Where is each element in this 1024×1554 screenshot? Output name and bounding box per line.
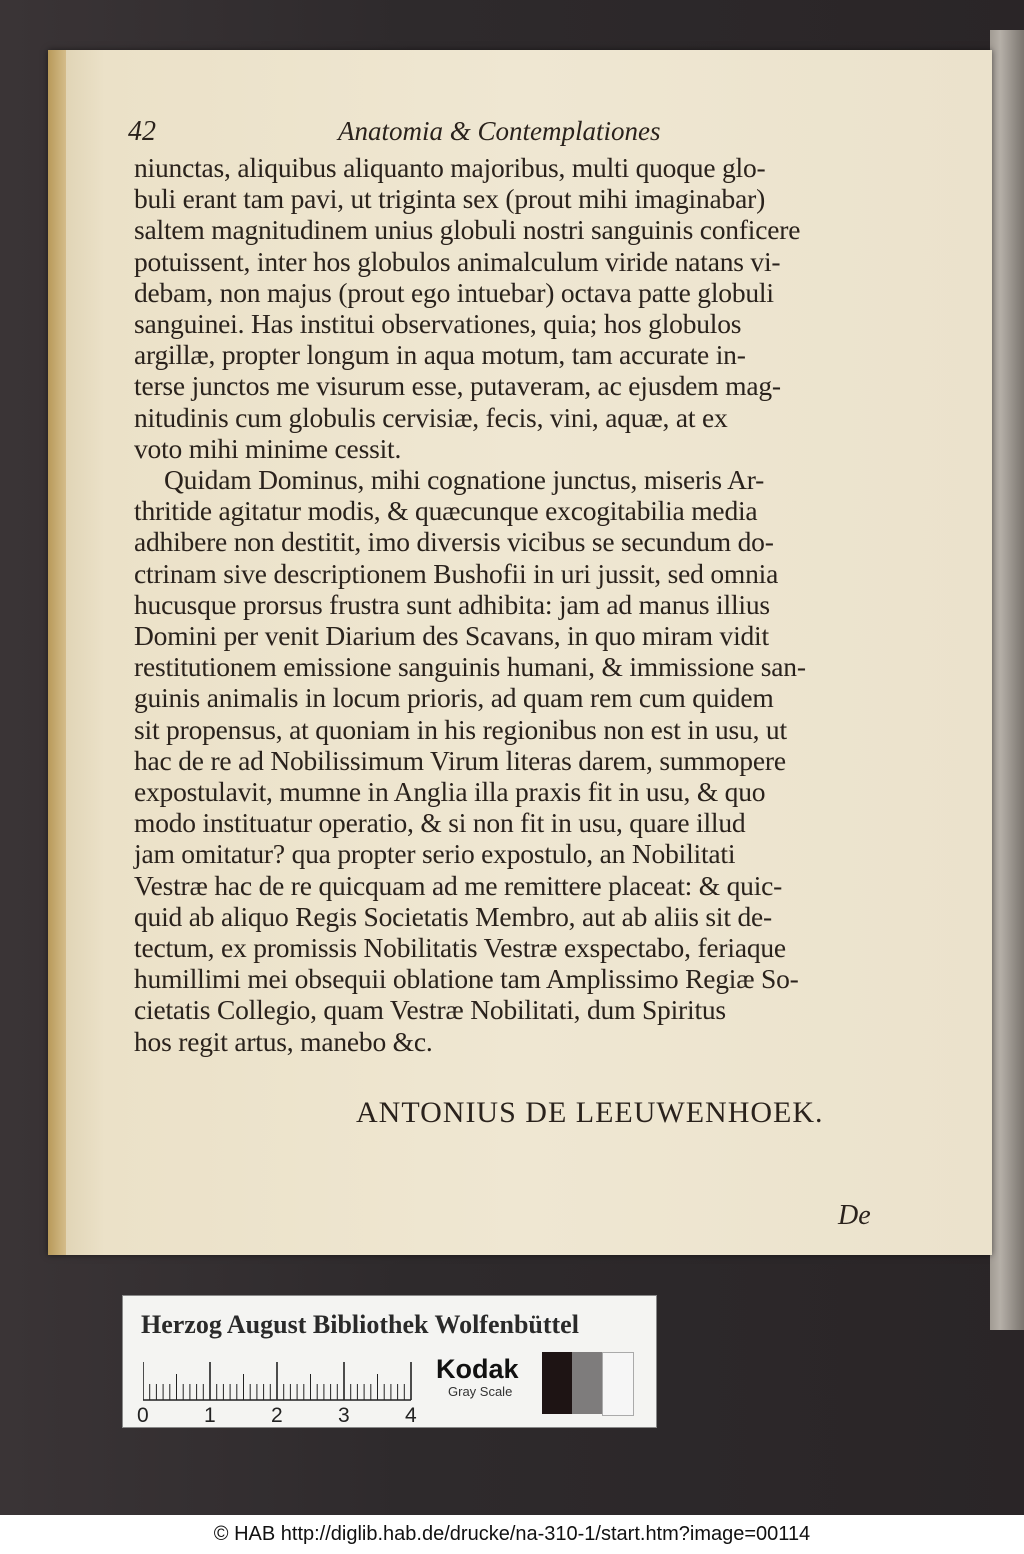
ruler-tick-label: 2 (271, 1404, 283, 1427)
running-head: Anatomia & Contemplationes (338, 116, 661, 146)
facing-page-edge (990, 30, 1024, 1330)
text-line: hucusque prorsus frustra sunt adhibita: jam ad manus illius (134, 588, 770, 620)
text-line: debam, non majus (prout ego intuebar) octava patte globuli (134, 276, 774, 308)
text-line: Vestræ hac de re quicquam ad me remittere placeat: & quic- (134, 869, 783, 901)
text-line: terse junctos me visurum esse, putaveram, ac ejusdem mag- (134, 370, 781, 402)
text-line: quid ab aliquo Regis Societatis Membro, aut ab aliis sit de- (134, 900, 772, 932)
page-number: 42 (128, 116, 156, 147)
ruler-tick-label: 4 (405, 1404, 417, 1427)
text-line: humillimi mei obsequii oblatione tam Amplissimo Regiæ So- (134, 963, 799, 995)
text-line: potuissent, inter hos globulos animalculum viride natans vi- (134, 245, 781, 277)
swatch-black (542, 1352, 572, 1414)
text-line: hos regit artus, manebo &c. (134, 1025, 433, 1057)
ruler-tick-label: 0 (137, 1404, 149, 1427)
text-line: thritide agitatur modis, & quæcunque excogitabilia media (134, 495, 758, 527)
swatch-gray (572, 1352, 602, 1414)
text-line: argillæ, propter longum in aqua motum, tam accurate in- (134, 339, 746, 371)
text-line: sanguinei. Has institui observationes, quia; hos globulos (134, 308, 742, 339)
text-line: guinis animalis in locum prioris, ad quam rem cum quidem (134, 682, 774, 714)
ruler-scale (143, 1362, 413, 1402)
text-line: Domini per venit Diarium des Scavans, in quo miram vidit (134, 620, 769, 651)
text-line: expostulavit, mumne in Anglia illa praxis fit in usu, & quo (134, 776, 766, 807)
text-line: cietatis Collegio, quam Vestræ Nobilitati, dum Spiritus (134, 994, 726, 1026)
text-line: adhibere non destitit, imo diversis vicibus se secundum do- (134, 526, 774, 558)
text-line: Quidam Dominus, mihi cognatione junctus, miseris Ar- (164, 464, 765, 495)
text-line: jam omitatur? qua propter serio expostulo, an Nobilitati (134, 838, 736, 870)
text-line: ctrinam sive descriptionem Bushofii in uri jussit, sed omnia (134, 557, 779, 589)
page-gutter (48, 50, 66, 1255)
text-line: voto mihi minime cessit. (134, 432, 402, 464)
catchword: De (838, 1200, 871, 1231)
signature: ANTONIUS DE LEEUWENHOEK. (356, 1096, 824, 1129)
text-line: modo instituatur operatio, & si non fit in usu, quare illud (134, 807, 746, 839)
ruler-tick-label: 1 (204, 1404, 216, 1427)
text-line: sit propensus, at quoniam in his regionibus non est in usu, ut (134, 713, 787, 745)
text-line: hac de re ad Nobilissimum Virum literas darem, summopere (134, 744, 786, 776)
text-line: niunctas, aliquibus aliquanto majoribus, multi quoque glo- (134, 152, 766, 183)
text-line: buli erant tam pavi, ut triginta sex (prout mihi imaginabar) (134, 183, 766, 215)
text-line: tectum, ex promissis Nobilitatis Vestræ exspectabo, feriaque (134, 932, 786, 963)
text-line: nitudinis cum globulis cervisiæ, fecis, vini, aquæ, at ex (134, 401, 728, 433)
swatch-white (602, 1352, 634, 1416)
ruler-tick-label: 3 (338, 1404, 350, 1427)
book-page (48, 50, 992, 1255)
library-name: Herzog August Bibliothek Wolfenbüttel (141, 1310, 579, 1339)
text-line: saltem magnitudinem unius globuli nostri sanguinis conficere (134, 214, 801, 246)
kodak-logo: Kodak (436, 1354, 519, 1384)
gray-scale-label: Gray Scale (448, 1384, 513, 1399)
copyright-credit: © HAB http://diglib.hab.de/drucke/na-310-1/start.htm?image=00114 (213, 1523, 811, 1545)
footer-bar (0, 1515, 1024, 1554)
text-line: restitutionem emissione sanguinis humani, & immissione san- (134, 651, 806, 683)
color-checker-card (122, 1295, 657, 1428)
